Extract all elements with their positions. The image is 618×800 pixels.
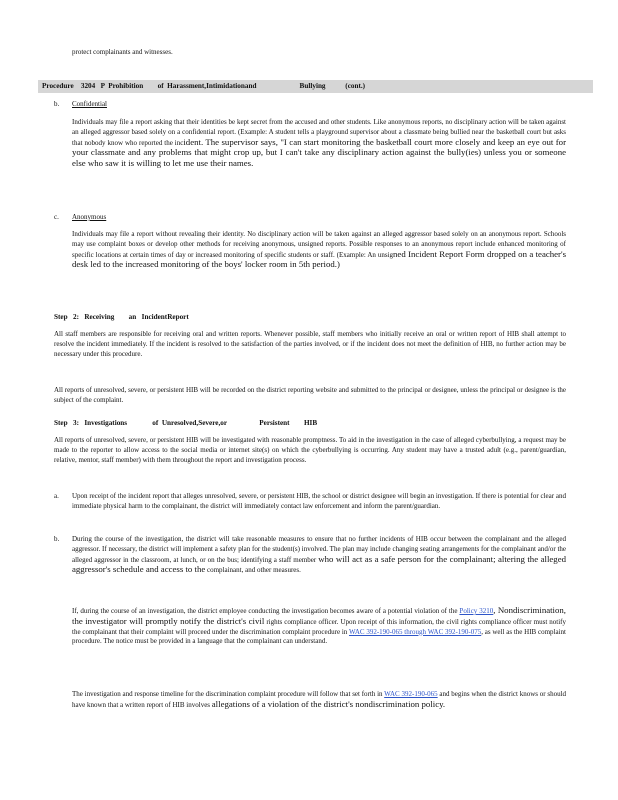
procedure-header: Procedure 3204 P Prohibition of Harassment,Intimidationand Bullying (cont.) bbox=[38, 80, 593, 93]
step2-para1: All staff members are responsible for receiving oral and written reports. Whenever possible, staff members who initially receive an oral or written report of HIB shall attempt to resolve the incident immediately. If the incident is resolved to the satisfaction of the parties involved, or if the incident does not meet the definition of HIB, no further action may be necessary under this procedure. bbox=[54, 330, 566, 358]
anonymous-heading: Anonymous bbox=[72, 213, 107, 221]
item-a-label: a. bbox=[54, 492, 59, 500]
item-b-text bbox=[72, 535, 566, 576]
step3-heading: Step 3: Investigations of Unresolved,Severe,or Persistent HIB bbox=[54, 419, 318, 427]
item-b-label: b. bbox=[54, 535, 60, 543]
violation-part1: If, during the course of an investigation, the district employee conducting the investigation becomes aware of a potential violation of the bbox=[72, 607, 458, 615]
wac-link-range[interactable]: WAC 392-190-065 through WAC 392-190-075 bbox=[348, 627, 482, 636]
top-line: protect complainants and witnesses. bbox=[72, 48, 173, 56]
violation-part3: rights compliance officer. Upon receipt of this information, the civil rights compliance officer must notify the complainant that their complaint will proceed under the discrimination complaint procedure in bbox=[72, 617, 566, 636]
confidential-label: b. bbox=[54, 100, 60, 108]
item-a-text: Upon receipt of the incident report that alleges unresolved, severe, or persistent HIB, the school or district designee will begin an investigation. If there is potential for clear and immediate physical harm to the complainant, the district will immediately contact law enforcement and inform the parent/guardian. bbox=[72, 492, 566, 510]
anonymous-text-large: ned Incident Report Form dropped on a teacher's desk led to the increased monitoring of the boys' locker room in 5th period.) bbox=[72, 248, 566, 270]
timeline-part3: allegations of a violation of the district's nondiscrimination policy. bbox=[211, 698, 446, 709]
item-b-text-end: complainant, and other measures. bbox=[207, 566, 301, 575]
violation-paragraph bbox=[72, 606, 566, 647]
confidential-text bbox=[72, 118, 566, 170]
step2-para2: All reports of unresolved, severe, or persistent HIB will be recorded on the district reporting website and submitted to the principal or designee, unless the principal or designee is the subject of the complaint. bbox=[54, 386, 566, 404]
policy-3210-link[interactable]: Policy 3210 bbox=[459, 607, 494, 615]
wac-link-065[interactable]: WAC 392-190-065 bbox=[384, 690, 438, 698]
timeline-part1: The investigation and response timeline for the discrimination complaint procedure will follow that set forth in bbox=[72, 690, 383, 698]
confidential-heading: Confidential bbox=[72, 100, 107, 108]
confidential-text-small: Individuals may file a report asking that their identities be kept secret from the accused and other students. Like anonymous reports, no disciplinary action will be taken against an alleged aggressor based solely on a confidential report. (Example: A student tells a playground supervisor about a classmate being bullied near the basketball court but asks that nobody know who reported the inc bbox=[72, 118, 566, 147]
step2-heading: Step 2: Receiving an IncidentReport bbox=[54, 313, 189, 321]
confidential-text-large: ident. The supervisor says, "I can start monitoring the basketball court more closely and keep an eye out for your classmate and any problems that might crop up, but I can't take any disciplinary action against the bully(ies) unless you or someone else who saw it is willing to let me use their names. bbox=[72, 136, 566, 169]
violation-part2: , Nondiscrimination, the investigator will promptly notify the district's civil bbox=[72, 605, 567, 626]
timeline-paragraph bbox=[72, 690, 566, 711]
anonymous-text bbox=[72, 230, 566, 271]
anonymous-text-small: Individuals may file a report without revealing their identity. No disciplinary action will be taken against an alleged aggressor based solely on an anonymous report. Schools may use complaint boxes or develop other methods for receiving anonymous, unsigned reports. Possible responses to an anonymous report include enhanced monitoring of specific locations at certain times of day or increased monitoring of specific students or staff. (Example: An unsig bbox=[72, 230, 566, 259]
item-b-text-large: who will act as a safe person for the complainant; altering the alleged aggressor's schedule and access to the bbox=[72, 553, 566, 575]
anonymous-label: c. bbox=[54, 213, 59, 221]
step3-para1: All reports of unresolved, severe, or persistent HIB will be investigated with reasonable promptness. To aid in the investigation in the case of alleged cyberbullying, a request may be made to the reporter to allow access to the social media or internet site(s) on which the cyberbullying is occurring. Any student may have a trusted adult (e.g., parent/guardian, relative, mentor, staff member) with them throughout the report and investigation process. bbox=[54, 436, 566, 464]
violation-part4: , as well as the HIB complaint procedure. The notice must be provided in a language that the complainant can understand. bbox=[72, 627, 567, 646]
timeline-part2: and begins when the district knows or should have known that a written report of HIB involves bbox=[72, 690, 567, 709]
item-b-text-small: During the course of the investigation, the district will take reasonable measures to ensure that no further incidents of HIB occur between the complainant and the alleged aggressor. If necessary, the district will implement a safety plan for the student(s) involved. The plan may include changing seating arrangements for the complainant and/or the alleged aggressor in the classroom, at lunch, or on the bus; identifying a staff member bbox=[72, 535, 566, 564]
